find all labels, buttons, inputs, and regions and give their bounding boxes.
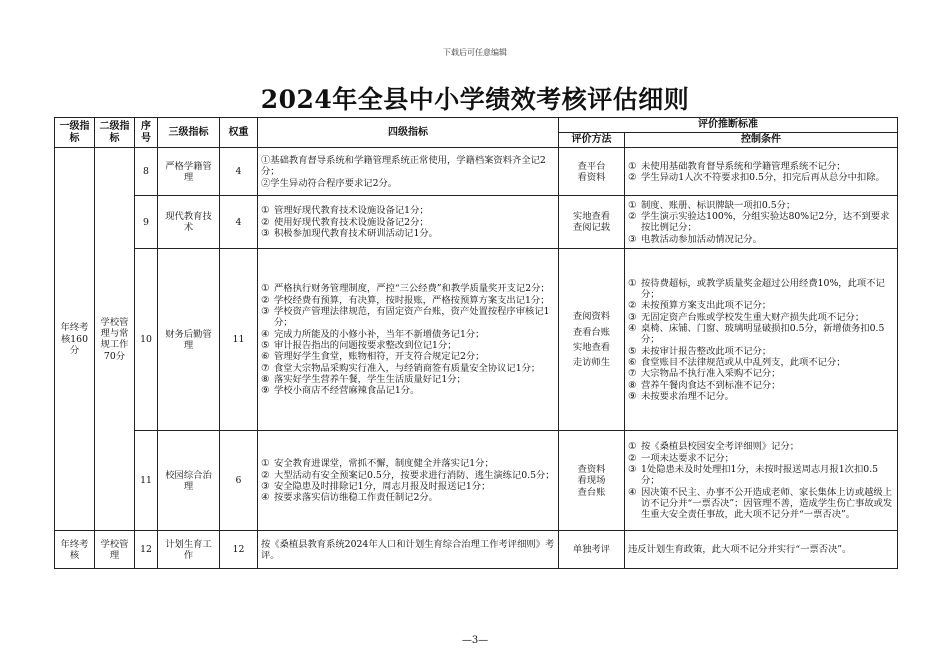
level4-item: ①基础教育督导系统和学籍管理系统正常使用，学籍档案资料齐全记2分； [261,154,546,178]
level3-cell: 严格学籍管理 [158,148,220,196]
seq-cell: 12 [135,531,158,569]
level4-item: ① 严格执行财务管理制度，严控“三公经费”和教学质量奖开支记2分； [261,283,550,295]
page-title: 2024年全县中小学绩效考核评估细则 [260,85,690,114]
header-l4: 四级指标 [258,118,559,148]
header-method: 评价方法 [559,133,625,148]
method-cell [559,196,625,249]
control-item: ① 制度、账册、标识牌缺一项扣0.5分； [628,199,796,211]
control-item: ① 按《桑植县校园安全考评细则》记分； [628,441,800,453]
weight-cell: 12 [220,531,258,569]
control-item: ② 一项未达要求不记分； [628,452,734,464]
level4-item: ④ 按要求落实信访维稳工作责任制记2分。 [261,492,438,504]
control-item: ⑦ 大宗物品不执行准入采购不记分； [628,368,781,380]
method-cell [559,249,625,431]
level4-item: ③ 安全隐患及时排除记1分，周志月报及时报送记1分； [261,480,491,492]
control-cell [625,431,898,531]
control-cell [625,249,898,431]
method-item: 查台账 [577,486,606,498]
level3-cell: 校园综合治理 [158,431,220,531]
control-item: ② 学生演示实验达100%，分组实验达80%记2分，达不到要求按比例记分； [628,211,890,234]
header-control: 控制条件 [625,133,898,148]
level4-item: ② 使用好现代教育技术设施设备记2分； [261,216,429,228]
table-row [55,148,898,196]
method-item: 查阅记载 [572,222,611,234]
table-row [55,196,898,249]
method-item: 查阅资料 [572,311,611,323]
level4-item: ⑤ 审计报告指出的问题按要求整改到位记1分； [261,339,457,351]
table-row [55,249,898,431]
level2-cell: 学校管理 [95,531,135,569]
control-item: ③ 电教活动参加活动情况记分。 [628,233,762,245]
method-item: 看资料 [577,171,606,183]
header-l3: 三级指标 [158,118,220,148]
level3-cell: 财务后勤管理 [158,249,220,431]
page-number: —3— [461,635,489,646]
control-item: ⑥ 食堂账目不法律规范或从中乱列支，此项不记分； [628,356,846,368]
level4-item: ④ 完成力所能及的小修小补，当年不新增债务记1分； [261,328,485,340]
weight-cell: 4 [220,148,258,196]
level4-item: ② 学校经费有预算，有决算，按时报账，严格按预算方案支出记1分； [261,294,550,306]
level4-item: ②学生异动符合程序要求记2分。 [261,177,398,189]
level4-cell [258,249,559,431]
method-cell [559,431,625,531]
header-l2: 二级指标 [95,118,135,148]
method-cell [559,148,625,196]
level3-cell: 计划生育工作 [158,531,220,569]
level4-cell [258,431,559,531]
header-criteria: 评价推断标准 [559,118,898,133]
level4-item: ⑧ 落实好学生营养午餐，学生生活质量好记1分； [261,373,466,385]
method-item: 查资料 [577,463,606,475]
seq-cell: 8 [135,148,158,196]
level4-item: ② 大型活动有安全预案记0.5分，按要求进行消防、逃生演练记0.5分； [261,469,555,481]
seq-cell: 9 [135,196,158,249]
control-item: ① 按待费超标，或教学质量奖金超过公用经费10%，此项不记分； [628,277,885,300]
control-item: ④ 因决策不民主、办事不公开造成老师、家长集体上访或越级上访不记分并“一票否决”；因管理不善，造成学生伤亡事故或发生重大安全责任事故，此大项不记分并“一票否决”。 [628,486,893,521]
control-cell [625,196,898,249]
seq-cell: 11 [135,431,158,531]
control-item: ③ 无固定资产台账或学校发生重大财产损失此项不记分； [628,311,865,323]
table-row [55,531,898,569]
level4-cell: 按《桑植县教育系统2024年人口和计划生育综合治理工作考评细则》考评。 [258,531,559,569]
control-cell: 违反计划生育政策，此大项不记分并实行“一票否决”。 [625,531,898,569]
level4-item: ⑦ 食堂大宗物品采购实行准入，与经销商签有质量安全协议记1分； [261,362,541,374]
method-item: 实地查看 [572,341,611,353]
level4-item: ① 安全教育进课堂，常抓不懈，制度健全并落实记1分； [261,458,494,470]
level4-cell [258,196,559,249]
control-item: ④ 桌椅、床铺、门窗、玻璃明显破损扣0.5分，新增债务扣0.5分； [628,322,885,346]
level4-item: ③ 学校资产管理法律规范，有固定资产台账，资产处置按程序审核记1分； [261,305,550,329]
assessment-table [54,117,898,569]
control-item: ② 未按预算方案支出此项不记分； [628,300,772,312]
control-item: ⑧ 营养午餐肉食达不到标准不记分； [628,379,781,391]
header-l1: 一级指标 [55,118,95,148]
method-item: 走访师生 [572,357,611,369]
method-cell: 单独考评 [559,531,625,569]
control-item: ② 学生异动1人次不符要求扣0.5分，扣完后再从总分中扣除。 [628,171,885,183]
level2-cell: 学校管理与常规工作70分 [95,148,135,531]
control-item: ⑨ 未按要求治理不记分。 [628,390,734,402]
level4-item: ⑨ 学校小商店不经营麻辣食品记1分。 [261,385,420,397]
weight-cell: 6 [220,431,258,531]
level1-cell: 年终考核160分 [55,148,95,531]
method-item: 查平台 [577,160,606,172]
method-item: 看现场 [577,475,606,487]
method-item: 实地查看 [572,211,611,223]
header-seq: 序号 [135,118,158,148]
control-cell [625,148,898,196]
level1-cell: 年终考核 [55,531,95,569]
table-row [55,431,898,531]
level4-item: ③ 积极参加现代教育技术研训活动记1分。 [261,228,438,240]
level4-item: ⑥ 管理好学生食堂，账物相符，开支符合规定记2分； [261,351,485,363]
level3-cell: 现代教育技术 [158,196,220,249]
control-item: ① 未使用基础教育督导系统和学籍管理系统不记分； [628,160,846,172]
weight-cell: 11 [220,249,258,431]
weight-cell: 4 [220,196,258,249]
level4-cell [258,148,559,196]
header-weight: 权重 [220,118,258,148]
control-item: ③ 1处隐患未及时处理扣1分，未按时报送周志月报1次扣0.5分； [628,463,879,487]
seq-cell: 10 [135,249,158,431]
edit-note: 下载后可任意编辑 [443,48,507,57]
level4-item: ① 管理好现代教育技术设施设备记1分； [261,205,429,217]
method-item: 查看台账 [572,326,611,338]
control-item: ⑤ 未按审计报告整改此项不记分； [628,345,772,357]
